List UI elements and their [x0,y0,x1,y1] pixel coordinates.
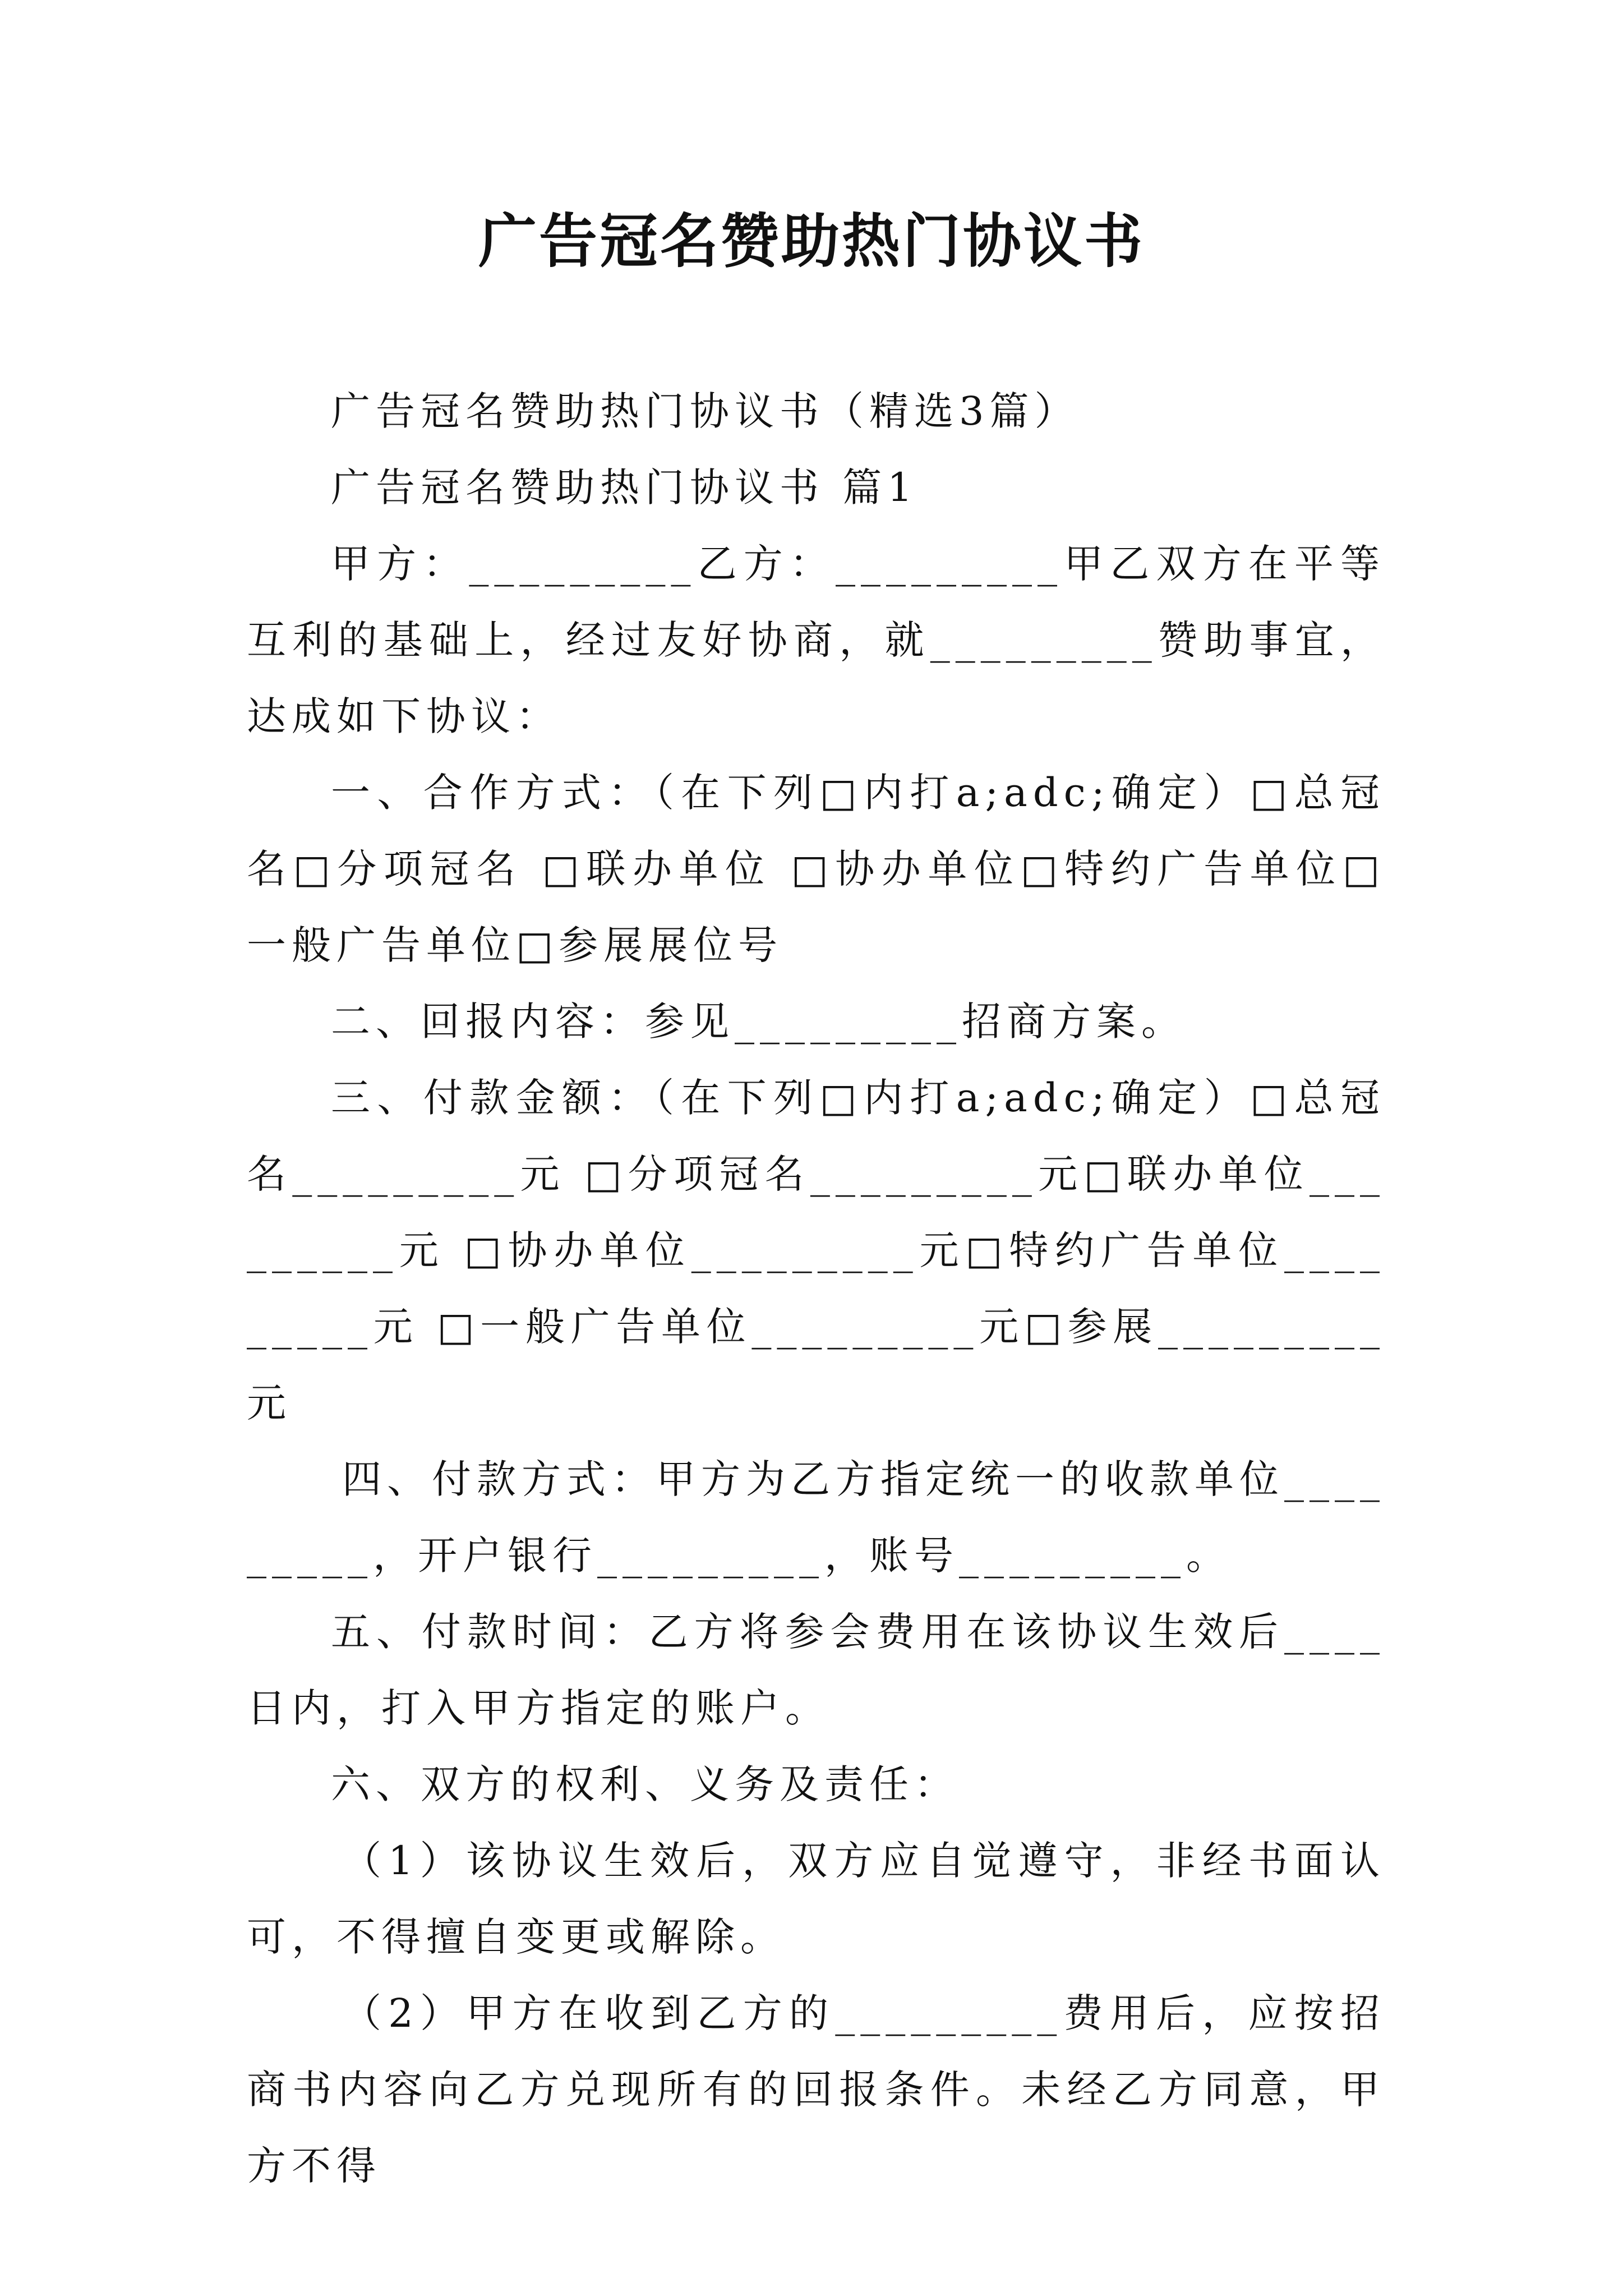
paragraph-clause-1: （1）该协议生效后，双方应自觉遵守，非经书面认可，不得擅自变更或解除。 [247,1838,1385,1960]
document-title: 广告冠名赞助热门协议书 [478,206,1145,275]
paragraph-section-heading: 广告冠名赞助热门协议书 篇1 [331,464,918,510]
document-body [247,373,1385,2204]
paragraph-cooperation-method: 一、合作方式：（在下列□内打a;adc;确定）□总冠名□分项冠名 □联办单位 □协办单位□特约广告单位□一般广告单位□参展展位号 [247,770,1385,968]
paragraph-return-content: 二、回报内容：参见_________招商方案。 [331,999,1186,1045]
paragraph-payment-amount: 三、付款金额：（在下列□内打a;adc;确定）□总冠名_________元 □分项冠名_________元□联办单位_________元 □协办单位_________元□特约广告单位_________元 □一般广告单位_________元□参展_________元 [247,1075,1385,1426]
paragraph-payment-time: 五、付款时间：乙方将参会费用在该协议生效后____日内，打入甲方指定的账户。 [247,1609,1385,1731]
paragraph-subtitle: 广告冠名赞助热门协议书（精选3篇） [331,388,1080,434]
paragraph-payment-method: 四、付款方式：甲方为乙方指定统一的收款单位_________，开户银行_________，账号_________。 [247,1456,1385,1579]
paragraph-clause-2: （2）甲方在收到乙方的_________费用后，应按招商书内容向乙方兑现所有的回报条件。未经乙方同意，甲方不得 [247,1990,1385,2189]
paragraph-rights-heading: 六、双方的权利、义务及责任： [331,1761,959,1807]
paragraph-parties: 甲方：_________乙方：_________甲乙双方在平等互利的基础上，经过友好协商，就_________赞助事宜，达成如下协议： [247,541,1385,739]
